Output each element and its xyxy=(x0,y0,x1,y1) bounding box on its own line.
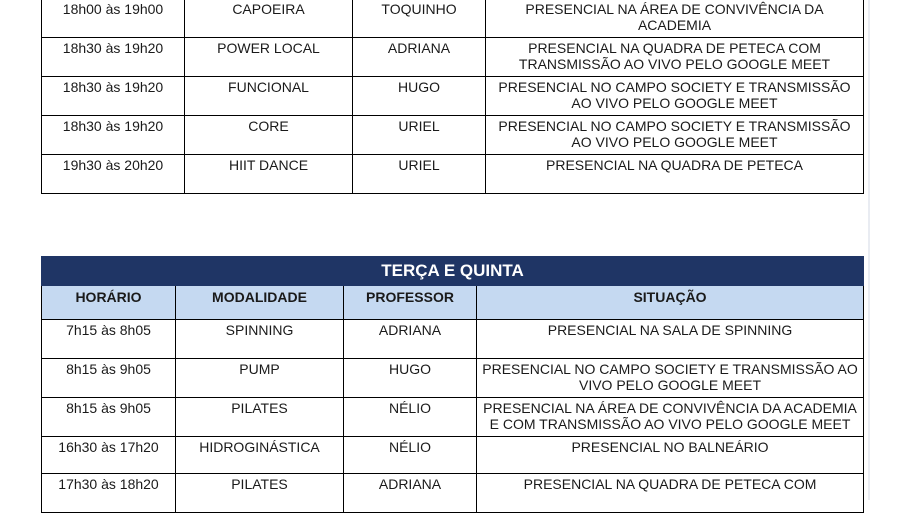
modality-cell: PUMP xyxy=(176,359,344,398)
status-cell: PRESENCIAL NO CAMPO SOCIETY E TRANSMISSÃO AO VIVO PELO GOOGLE MEET xyxy=(477,359,864,398)
schedule-table-top xyxy=(41,0,864,194)
modality-cell: FUNCIONAL xyxy=(185,77,353,116)
table-row xyxy=(42,38,864,77)
status-cell: PRESENCIAL NA QUADRA DE PETECA xyxy=(486,155,864,194)
column-header-status: SITUAÇÃO xyxy=(477,286,864,320)
table-row xyxy=(42,116,864,155)
status-cell: PRESENCIAL NA QUADRA DE PETECA COM xyxy=(477,474,864,513)
modality-cell: CORE xyxy=(185,116,353,155)
status-cell: PRESENCIAL NA SALA DE SPINNING xyxy=(477,320,864,359)
status-cell: PRESENCIAL NO CAMPO SOCIETY E TRANSMISSÃO AO VIVO PELO GOOGLE MEET xyxy=(486,77,864,116)
modality-cell: SPINNING xyxy=(176,320,344,359)
time-cell: 18h30 às 19h20 xyxy=(42,38,185,77)
teacher-cell: HUGO xyxy=(353,77,486,116)
time-cell: 18h00 às 19h00 xyxy=(42,0,185,38)
column-header-time: HORÁRIO xyxy=(42,286,176,320)
time-cell: 8h15 às 9h05 xyxy=(42,398,176,437)
modality-cell: HIIT DANCE xyxy=(185,155,353,194)
status-cell: PRESENCIAL NO BALNEÁRIO xyxy=(477,437,864,474)
teacher-cell: TOQUINHO xyxy=(353,0,486,38)
status-cell: PRESENCIAL NA QUADRA DE PETECA COM TRANSMISSÃO AO VIVO PELO GOOGLE MEET xyxy=(486,38,864,77)
page-edge xyxy=(868,0,870,500)
teacher-cell: ADRIANA xyxy=(344,474,477,513)
table-row xyxy=(42,359,864,398)
time-cell: 16h30 às 17h20 xyxy=(42,437,176,474)
status-cell: PRESENCIAL NA ÁREA DE CONVIVÊNCIA DA ACADEMIA xyxy=(486,0,864,38)
column-header-teacher: PROFESSOR xyxy=(344,286,477,320)
table-row xyxy=(42,474,864,513)
schedule-table-tuesday-thursday xyxy=(41,256,864,513)
teacher-cell: ADRIANA xyxy=(353,38,486,77)
status-cell: PRESENCIAL NO CAMPO SOCIETY E TRANSMISSÃO AO VIVO PELO GOOGLE MEET xyxy=(486,116,864,155)
modality-cell: PILATES xyxy=(176,474,344,513)
modality-cell: HIDROGINÁSTICA xyxy=(176,437,344,474)
table-row xyxy=(42,0,864,38)
table-row xyxy=(42,155,864,194)
time-cell: 8h15 às 9h05 xyxy=(42,359,176,398)
table-row xyxy=(42,398,864,437)
time-cell: 7h15 às 8h05 xyxy=(42,320,176,359)
teacher-cell: NÉLIO xyxy=(344,398,477,437)
modality-cell: POWER LOCAL xyxy=(185,38,353,77)
table-row xyxy=(42,77,864,116)
teacher-cell: URIEL xyxy=(353,116,486,155)
modality-cell: PILATES xyxy=(176,398,344,437)
time-cell: 18h30 às 19h20 xyxy=(42,116,185,155)
status-cell: PRESENCIAL NA ÁREA DE CONVIVÊNCIA DA ACADEMIA E COM TRANSMISSÃO AO VIVO PELO GOOGLE MEET xyxy=(477,398,864,437)
time-cell: 18h30 às 19h20 xyxy=(42,77,185,116)
teacher-cell: HUGO xyxy=(344,359,477,398)
modality-cell: CAPOEIRA xyxy=(185,0,353,38)
section-title: TERÇA E QUINTA xyxy=(42,257,864,286)
table-row xyxy=(42,320,864,359)
teacher-cell: URIEL xyxy=(353,155,486,194)
time-cell: 17h30 às 18h20 xyxy=(42,474,176,513)
column-header-modality: MODALIDADE xyxy=(176,286,344,320)
table-row xyxy=(42,437,864,474)
time-cell: 19h30 às 20h20 xyxy=(42,155,185,194)
teacher-cell: NÉLIO xyxy=(344,437,477,474)
teacher-cell: ADRIANA xyxy=(344,320,477,359)
